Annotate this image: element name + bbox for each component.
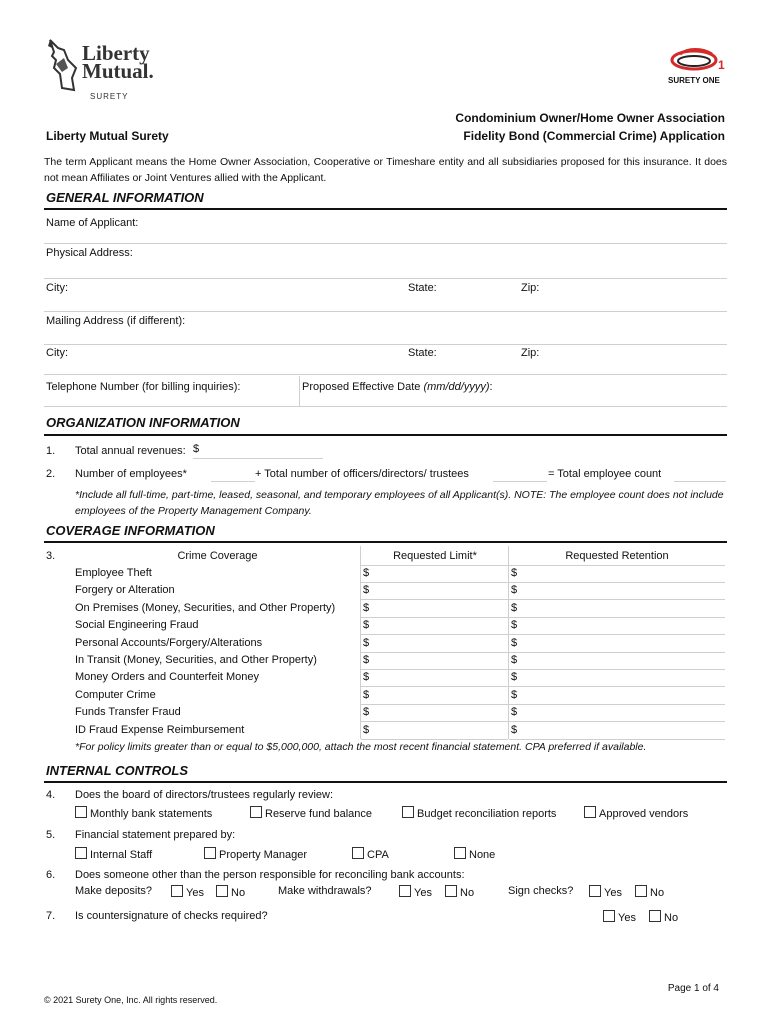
q5-option-pm[interactable] bbox=[204, 847, 307, 861]
checkbox[interactable] bbox=[204, 847, 216, 859]
city-label: City: bbox=[46, 282, 68, 294]
section-rule bbox=[44, 208, 727, 210]
intro-paragraph: The term Applicant means the Home Owner Association, Cooperative or Timeshare entity and all subsidiaries proposed for this insurance. It does not mean Affiliates or Joint Ventures allied with the Applicant. bbox=[44, 156, 727, 184]
option-label: None bbox=[469, 849, 496, 861]
form-title-line-2: Fidelity Bond (Commercial Crime) Application bbox=[463, 129, 725, 143]
option-label: Reserve fund balance bbox=[265, 808, 373, 820]
option-label: Approved vendors bbox=[599, 808, 689, 820]
retention-dollar: $ bbox=[511, 723, 518, 736]
option-label: No bbox=[231, 887, 246, 899]
field-divider bbox=[299, 376, 300, 406]
internal-controls-heading: INTERNAL CONTROLS bbox=[46, 763, 189, 778]
retention-field[interactable] bbox=[509, 704, 725, 705]
retention-dollar: $ bbox=[511, 671, 518, 684]
q2-total-label: = Total employee count bbox=[548, 468, 662, 480]
option-label: No bbox=[664, 912, 679, 924]
q4-label: Does the board of directors/trustees regularly review: bbox=[75, 789, 334, 801]
q6-deposits-yes[interactable] bbox=[171, 885, 204, 899]
revenue-field[interactable] bbox=[193, 458, 323, 459]
limit-dollar: $ bbox=[363, 654, 370, 666]
q2-number: 2. bbox=[46, 468, 56, 480]
option-label: CPA bbox=[367, 849, 389, 861]
effective-date-format: (mm/dd/yyyy) bbox=[423, 381, 490, 393]
q6-checks-yes[interactable] bbox=[589, 885, 622, 899]
q6-label: Does someone other than the person responsible for reconciling bank accounts: bbox=[75, 869, 465, 881]
checkbox[interactable] bbox=[171, 885, 183, 897]
q3-number: 3. bbox=[46, 550, 56, 562]
coverage-label: Funds Transfer Fraud bbox=[75, 706, 181, 719]
limit-field[interactable] bbox=[361, 739, 508, 740]
telephone-label: Telephone Number (for billing inquiries): bbox=[46, 381, 241, 393]
retention-field[interactable] bbox=[509, 686, 725, 687]
q6-deposits-label: Make deposits? bbox=[75, 885, 153, 897]
checkbox[interactable] bbox=[75, 806, 87, 818]
surety-one-mark: 1 bbox=[718, 58, 725, 72]
checkbox[interactable] bbox=[399, 885, 411, 897]
q4-option-reserve[interactable] bbox=[250, 806, 372, 820]
employee-count-note: *Include all full-time, part-time, leased, seasonal, and temporary employees of all Applicant(s). NOTE: The employee count does not include employees of the Property Management Company. bbox=[75, 489, 724, 517]
coverage-label: Money Orders and Counterfeit Money bbox=[75, 671, 260, 684]
form-title-line-1: Condominium Owner/Home Owner Association bbox=[455, 111, 725, 125]
q2-officers-label: + Total number of officers/directors/ trustees bbox=[255, 468, 469, 480]
checkbox[interactable] bbox=[454, 847, 466, 859]
coverage-label: Social Engineering Fraud bbox=[75, 619, 199, 632]
q7-number: 7. bbox=[46, 910, 56, 922]
coverage-information-heading: COVERAGE INFORMATION bbox=[46, 523, 215, 538]
option-label: Yes bbox=[618, 912, 636, 924]
retention-dollar: $ bbox=[511, 706, 518, 719]
q5-label: Financial statement prepared by: bbox=[75, 829, 236, 841]
q6-deposits-no[interactable] bbox=[216, 885, 245, 899]
limit-dollar: $ bbox=[363, 671, 370, 684]
checkbox[interactable] bbox=[216, 885, 228, 897]
checkbox[interactable] bbox=[603, 910, 615, 922]
q1-dollar: $ bbox=[193, 443, 200, 455]
limit-field[interactable] bbox=[361, 582, 508, 583]
q6-withdrawals-label: Make withdrawals? bbox=[278, 885, 372, 897]
coverage-label: In Transit (Money, Securities, and Other Property) bbox=[75, 654, 317, 666]
phone-date-field[interactable] bbox=[44, 406, 727, 407]
coverage-note: *For policy limits greater than or equal to $5,000,000, attach the most recent financial statement. CPA preferred if available. bbox=[75, 741, 647, 753]
q1-number: 1. bbox=[46, 445, 56, 457]
liberty-mutual-logo bbox=[42, 36, 182, 106]
coverage-label: ID Fraud Expense Reimbursement bbox=[75, 723, 245, 736]
mailing-address-label: Mailing Address (if different): bbox=[46, 315, 186, 327]
limit-field[interactable] bbox=[361, 652, 508, 653]
column-divider bbox=[360, 546, 361, 739]
checkbox[interactable] bbox=[584, 806, 596, 818]
retention-dollar: $ bbox=[511, 567, 518, 579]
officers-field[interactable] bbox=[493, 481, 547, 482]
q1-label: Total annual revenues: bbox=[75, 445, 186, 457]
section-rule bbox=[44, 541, 727, 543]
option-label: Yes bbox=[604, 887, 622, 899]
retention-field[interactable] bbox=[509, 652, 725, 653]
col-requested-retention: Requested Retention bbox=[565, 550, 669, 562]
q4-option-vendors[interactable] bbox=[584, 806, 688, 820]
logo-surety: SURETY bbox=[90, 92, 129, 101]
limit-field[interactable] bbox=[361, 669, 508, 670]
checkbox[interactable] bbox=[352, 847, 364, 859]
q2-employees-label: Number of employees* bbox=[75, 468, 187, 480]
limit-field[interactable] bbox=[361, 599, 508, 600]
copyright: © 2021 Surety One, Inc. All rights reserved. bbox=[44, 995, 218, 1005]
effective-date-text: Proposed Effective Date bbox=[302, 381, 424, 393]
retention-dollar: $ bbox=[511, 654, 518, 666]
coverage-label: Computer Crime bbox=[75, 688, 156, 701]
logo-line-2: Mutual. bbox=[82, 59, 154, 83]
organization-information-heading: ORGANIZATION INFORMATION bbox=[46, 415, 240, 430]
coverage-label: Employee Theft bbox=[75, 567, 152, 579]
q6-withdrawals-no[interactable] bbox=[445, 885, 474, 899]
q5-option-cpa[interactable] bbox=[352, 847, 389, 861]
section-rule bbox=[44, 781, 727, 783]
retention-field[interactable] bbox=[509, 599, 725, 600]
q5-number: 5. bbox=[46, 829, 56, 841]
checkbox[interactable] bbox=[649, 910, 661, 922]
option-label: Yes bbox=[414, 887, 432, 899]
surety-one-text: SURETY ONE bbox=[668, 76, 720, 85]
q6-checks-no[interactable] bbox=[635, 885, 664, 899]
limit-field[interactable] bbox=[361, 721, 508, 722]
q7-yes[interactable] bbox=[603, 910, 636, 924]
mailing-city-state-zip-field[interactable] bbox=[44, 374, 727, 375]
mailing-state-label: State: bbox=[408, 347, 437, 359]
logo-line-1: Liberty bbox=[82, 41, 150, 65]
limit-dollar: $ bbox=[363, 584, 370, 597]
checkbox[interactable] bbox=[589, 885, 601, 897]
coverage-label: On Premises (Money, Securities, and Other Property) bbox=[75, 601, 336, 614]
city-state-zip-field[interactable] bbox=[44, 311, 727, 312]
effective-date-label bbox=[302, 381, 493, 393]
statue-of-liberty-icon bbox=[42, 38, 82, 94]
applicant-name-label: Name of Applicant: bbox=[46, 217, 139, 229]
col-requested-limit: Requested Limit* bbox=[393, 550, 477, 562]
checkbox[interactable] bbox=[402, 806, 414, 818]
limit-dollar: $ bbox=[363, 601, 370, 614]
q5-option-none[interactable] bbox=[454, 847, 495, 861]
q4-number: 4. bbox=[46, 789, 56, 801]
checkbox[interactable] bbox=[75, 847, 87, 859]
mailing-address-field[interactable] bbox=[44, 344, 727, 345]
total-count-field[interactable] bbox=[674, 481, 726, 482]
surety-one-swoosh-icon bbox=[668, 46, 724, 76]
company-name: Liberty Mutual Surety bbox=[46, 129, 169, 143]
limit-field[interactable] bbox=[361, 686, 508, 687]
retention-field[interactable] bbox=[509, 721, 725, 722]
section-rule bbox=[44, 434, 727, 436]
limit-field[interactable] bbox=[361, 704, 508, 705]
q6-withdrawals-yes[interactable] bbox=[399, 885, 432, 899]
limit-dollar: $ bbox=[363, 636, 370, 649]
coverage-label: Personal Accounts/Forgery/Alterations bbox=[75, 636, 263, 649]
retention-field[interactable] bbox=[509, 739, 725, 740]
physical-address-field[interactable] bbox=[44, 278, 727, 279]
employees-field[interactable] bbox=[211, 481, 255, 482]
checkbox[interactable] bbox=[250, 806, 262, 818]
column-divider bbox=[508, 546, 509, 739]
checkbox[interactable] bbox=[445, 885, 457, 897]
mailing-zip-label: Zip: bbox=[521, 347, 540, 359]
retention-dollar: $ bbox=[511, 584, 518, 597]
option-label: Property Manager bbox=[219, 849, 308, 861]
mailing-city-label: City: bbox=[46, 347, 68, 359]
state-label: State: bbox=[408, 282, 437, 294]
retention-field[interactable] bbox=[509, 634, 725, 635]
q6-checks-label: Sign checks? bbox=[508, 885, 574, 897]
general-information-heading: GENERAL INFORMATION bbox=[46, 190, 204, 205]
physical-address-label: Physical Address: bbox=[46, 247, 133, 259]
page-number: Page 1 of 4 bbox=[667, 983, 719, 994]
col-crime-coverage: Crime Coverage bbox=[177, 550, 258, 562]
q4-option-monthly[interactable] bbox=[75, 806, 212, 820]
limit-dollar: $ bbox=[363, 723, 370, 736]
q6-number: 6. bbox=[46, 869, 56, 881]
surety-one-logo bbox=[668, 46, 728, 90]
retention-dollar: $ bbox=[511, 601, 518, 614]
option-label: Monthly bank statements bbox=[90, 808, 213, 820]
effective-date-colon: : bbox=[489, 381, 493, 393]
limit-dollar: $ bbox=[363, 688, 370, 701]
option-label: Yes bbox=[186, 887, 204, 899]
limit-field[interactable] bbox=[361, 634, 508, 635]
checkbox[interactable] bbox=[635, 885, 647, 897]
q5-option-internal[interactable] bbox=[75, 847, 152, 861]
retention-dollar: $ bbox=[511, 636, 518, 649]
option-label: Budget reconciliation reports bbox=[417, 808, 557, 820]
q4-option-budget[interactable] bbox=[402, 806, 556, 820]
limit-dollar: $ bbox=[363, 567, 370, 579]
retention-field[interactable] bbox=[509, 669, 725, 670]
option-label: No bbox=[460, 887, 475, 899]
option-label: No bbox=[650, 887, 665, 899]
retention-dollar: $ bbox=[511, 688, 518, 701]
coverage-label: Forgery or Alteration bbox=[75, 584, 175, 597]
limit-dollar: $ bbox=[363, 619, 370, 632]
table-header-rule bbox=[361, 565, 725, 566]
limit-field[interactable] bbox=[361, 617, 508, 618]
q7-label: Is countersignature of checks required? bbox=[75, 910, 268, 922]
zip-label: Zip: bbox=[521, 282, 540, 294]
option-label: Internal Staff bbox=[90, 849, 153, 861]
retention-dollar: $ bbox=[511, 619, 518, 632]
applicant-name-field[interactable] bbox=[44, 243, 727, 244]
q7-no[interactable] bbox=[649, 910, 678, 924]
retention-field[interactable] bbox=[509, 582, 725, 583]
limit-dollar: $ bbox=[363, 706, 370, 719]
retention-field[interactable] bbox=[509, 617, 725, 618]
